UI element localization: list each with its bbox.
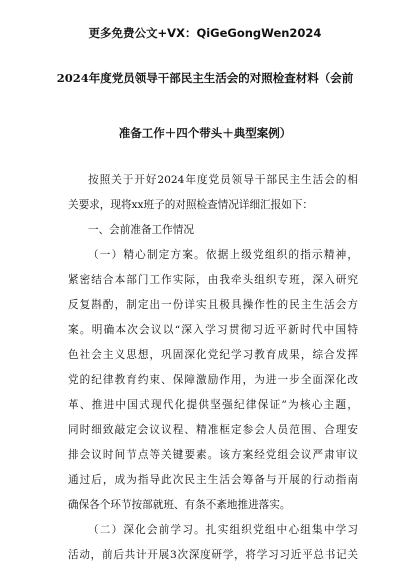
body-line: （二）深化会前学习。扎实组织党组中心组集中学习 xyxy=(88,524,358,536)
document-body xyxy=(68,168,358,568)
body-line: 反复斟酌，制定出一份详实且极具操作性的民主生活会方 xyxy=(68,299,358,311)
body-line: 关要求，现将xx班子的对照检查情况详细汇报如下： xyxy=(68,199,314,211)
body-line: 排会议时间节点等关键要素。该方案经党组会议严肃审议 xyxy=(68,449,358,461)
body-line: 案。明确本次会议以“深入学习贯彻习近平新时代中国特 xyxy=(68,324,358,336)
document-title-line-2: 准备工作＋四个带头＋典型案例） xyxy=(118,126,292,140)
body-line: （一）精心制定方案。依据上级党组织的指示精神， xyxy=(88,249,358,261)
body-line: 活动，前后共计开展3次深度研学，将学习习近平总书记关 xyxy=(68,549,358,561)
section-heading: 一、会前准备工作情况 xyxy=(88,224,194,236)
body-line: 通过后，成为指导此次民主生活会筹备与开展的行动指南 xyxy=(68,474,358,486)
body-line: 党的纪律教育约束、保障激励作用，为进一步全面深化改 xyxy=(68,374,358,386)
document-title-line-1: 2024年度党员领导干部民主生活会的对照检查材料（会前 xyxy=(56,71,354,85)
body-line: 色社会主义思想，巩固深化党纪学习教育成果，综合发挥 xyxy=(68,349,358,361)
body-line: 按照关于开好2024年度党员领导干部民主生活会的相 xyxy=(88,174,358,186)
body-line: 革、推进中国式现代化提供坚强纪律保证”为核心主题， xyxy=(68,399,358,411)
page-header: 更多免费公文+VX：QiGeGongWen2024 xyxy=(88,26,322,40)
body-line: 同时细致敲定会议议程、精准框定参会人员范围、合理安 xyxy=(68,424,358,436)
body-line: 确保各个环节按部就班、有条不紊地推进落实。 xyxy=(68,499,291,511)
body-line: 紧密结合本部门工作实际，由我牵头组织专班，深入研究 xyxy=(68,274,358,286)
